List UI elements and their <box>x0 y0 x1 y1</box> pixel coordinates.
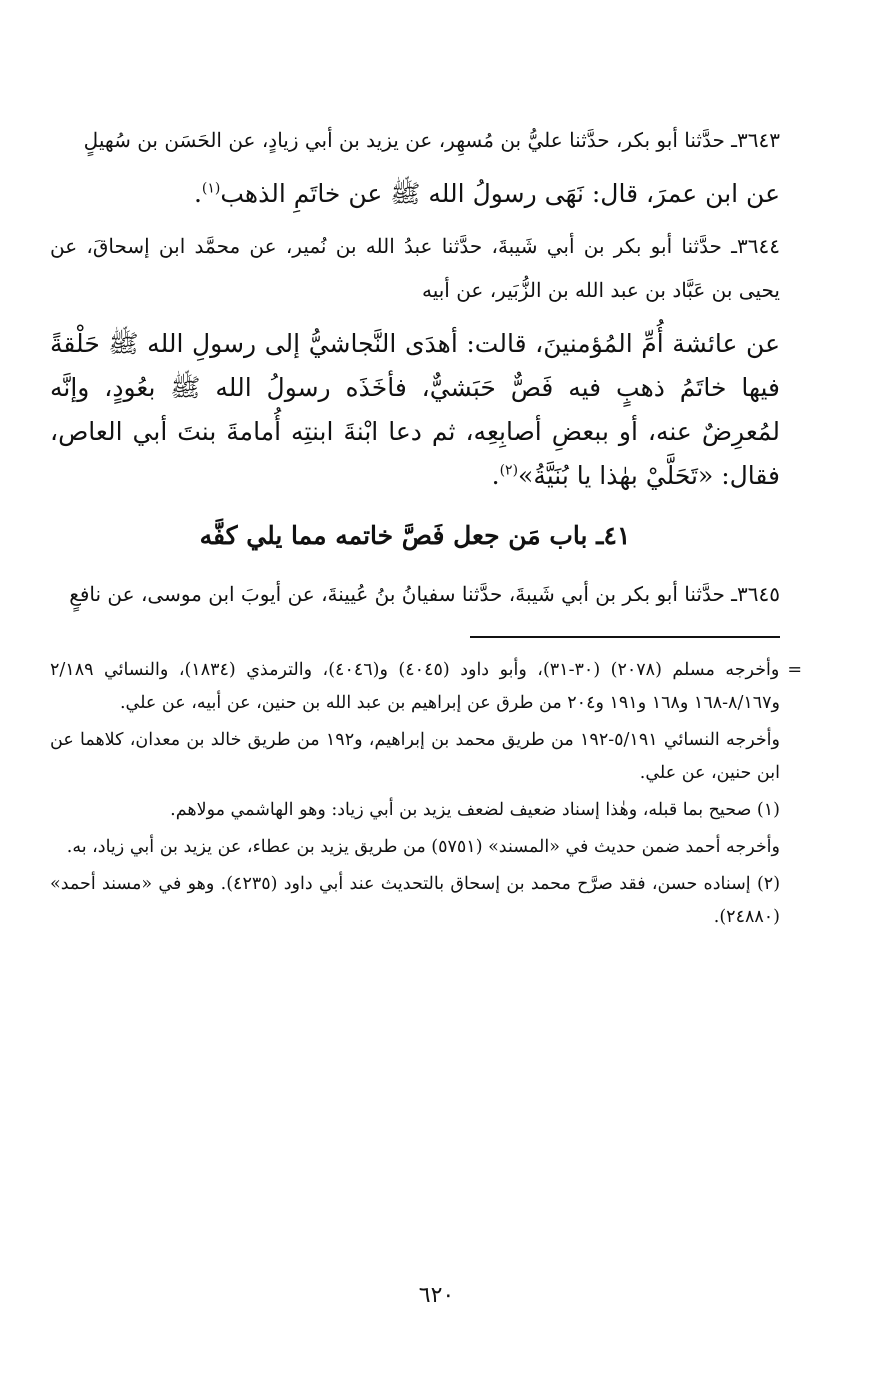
spacer <box>50 216 780 224</box>
footnote-ref-1[interactable]: (١) <box>201 180 221 197</box>
footnote-paragraph <box>50 654 802 720</box>
footnote-divider <box>470 636 780 638</box>
hadith-3644-isnad: ٣٦٤٤ـ حدَّثنا أبو بكر بن أبي شَيبةَ، حدَّثنا عبدُ الله بن نُمير، عن محمَّد ابن إسحاقَ، عن يحيى بن عَبَّاد بن عبد الله بن الزُّبَير، عن أبيه <box>50 234 780 302</box>
page-body <box>50 118 802 938</box>
footnote-paragraph: وأخرجه النسائي ٥/١٩١-١٩٢ من طريق محمد بن إبراهيم، و١٩٢ من طريق خالد بن معدان، كلاهما عن ابن حنين، عن علي. <box>50 730 780 783</box>
hadith-3644-matn <box>50 322 780 498</box>
hadith-3643-matn <box>50 172 780 216</box>
hadith-3645-isnad: ٣٦٤٥ـ حدَّثنا أبو بكر بن أبي شَيبةَ، حدَّثنا سفيانُ بنُ عُيينةَ، عن أيوبَ ابن موسى، عن نافعٍ <box>69 582 780 606</box>
page-number: ٦٢٠ <box>418 1283 455 1308</box>
hadith-3643-isnad: ٣٦٤٣ـ حدَّثنا أبو بكر، حدَّثنا عليُّ بن مُسهِر، عن يزيد بن أبي زيادٍ، عن الحَسَن بن سُهيلٍ <box>83 128 780 152</box>
hadith-3644-matn-end: . <box>491 461 500 490</box>
footnote-2: (٢) إسناده حسن، فقد صرَّح محمد بن إسحاق بالتحديث عند أبي داود (٤٢٣٥). وهو في «مسند أحمد» (٢٤٨٨٠). <box>50 874 781 927</box>
footnote-text: وأخرجه مسلم (٢٠٧٨) (٣٠-٣١)، وأبو داود (٤٠٤٥) و(٤٠٤٦)، والترمذي (١٨٣٤)، والنسائي ٢/١٨٩ و٨/١٦٧-١٦٨ و١٦٨ و١٩١ و٢٠٤ من طرق عن إبراهيم بن عبد الله بن حنين، عن أبيه، عن علي. <box>50 660 780 713</box>
hadith-3644-matn-text: عن عائشة أُمِّ المُؤمنينَ، قالت: أهدَى النَّجاشيُّ إلى رسولِ الله ﷺ حَلْقةً فيها خاتَمُ ذهبٍ فيه فَصٌّ حَبَشيٌّ، فأخَذَه رسولُ الله ﷺ بعُودٍ، وإنَّه لمُعرِضٌ عنه، أو ببعضِ أصابِعِه، ثم دعا ابْنةَ ابنتِه أُمامةَ بنتَ أبي العاص، فقال: «تَحَلَّيْ بهٰذا يا بُنَيَّةُ» <box>50 329 780 490</box>
hadith-3643-matn-end: . <box>193 179 202 208</box>
footnote-ref-2[interactable]: (٢) <box>499 462 519 479</box>
footnote-1: (١) صحيح بما قبله، وهٰذا إسناد ضعيف لضعف يزيد بن أبي زياد: وهو الهاشمي مولاهم. <box>170 800 780 820</box>
footnote-paragraph: وأخرجه أحمد ضمن حديث في «المسند» (٥٧٥١) من طريق يزيد بن عطاء، عن يزيد بن أبي زياد، به. <box>66 837 780 857</box>
chapter-heading: ٤١ـ باب مَن جعل فَصَّ خاتمه مما يلي كفَّه <box>199 521 631 550</box>
hadith-3643-matn-text: عن ابن عمرَ، قال: نَهَى رسولُ الله ﷺ عن خاتَمِ الذهب <box>220 179 780 208</box>
continuation-mark: = <box>787 660 802 680</box>
footnotes <box>50 654 802 934</box>
